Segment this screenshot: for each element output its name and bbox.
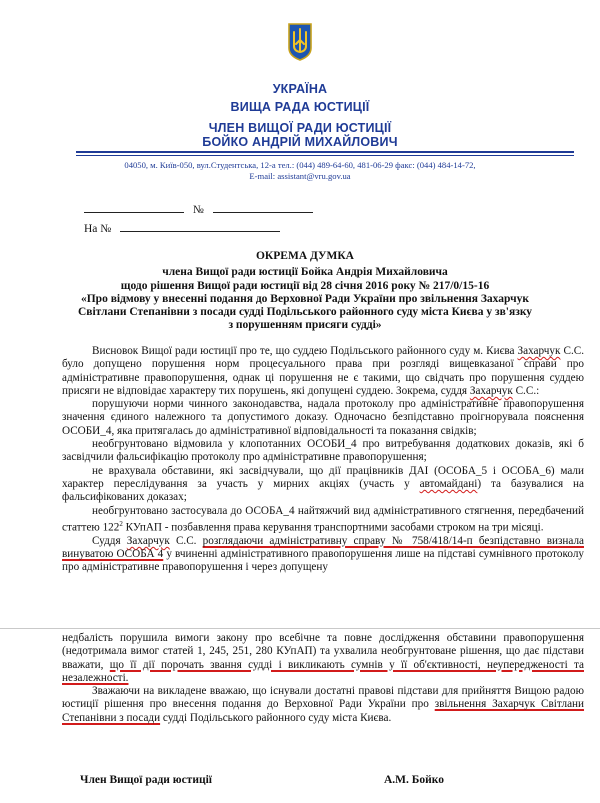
reference-blank <box>120 221 280 232</box>
paragraph-violation-2: необгрунтовано відмовила у клопотанних ОСОБИ_4 про витребування додаткових доказів, які б засвідчили фальсифікацію протоколу про адміністративне правопорушення; <box>62 438 584 464</box>
signature-name: А.М. Бойко <box>384 774 444 786</box>
paragraph-conclusion: Висновок Вищої ради юстиції про те, що суддею Подільського районного суду м. Києва Захарчук С.С. було допущено порушення норм процесуального права при розгляді вищевказаної справи про адміністративне правопорушення, однак ці порушення не є такими, що свідчать про порушення суддею присяги не відповідає характеру тих порушень, які допущені суддею. Зокрема, суддя Захарчук С.С.: <box>62 345 584 397</box>
member-name: БОЙКО АНДРІЙ МИХАЙЛОВИЧ <box>202 135 398 149</box>
number-sign: № <box>192 204 204 216</box>
title-line-1: члена Вищої ради юстиції Бойка Андрія Михайловича <box>162 266 448 279</box>
opinion-heading: ОКРЕМА ДУМКА <box>255 250 354 262</box>
trident-emblem-icon <box>287 22 313 62</box>
reference-label: На № <box>84 223 112 235</box>
signature-role: Член Вищої ради юстиції <box>80 774 212 786</box>
automaidan-mark: автомайдані <box>419 477 478 490</box>
address-line: 04050, м. Київ-050, вул.Студентська, 12-а тел.: (044) 489-64-60, 481-06-29 факс: (044) 484-14-72, <box>124 160 476 170</box>
paragraph-violation-4: необгрунтовано застосувала до ОСОБА_4 найтяжчий вид адміністративного стягнення, передбачений статтею $122^2$ КУпАП - позбавлення права керування транспортними засобами строком на три місяці. <box>62 504 584 534</box>
title-line-3: «Про відмову у внесенні подання до Верховної Ради України про звільнення Захарчук <box>80 292 530 305</box>
title-line-4: Світлани Степанівни з посади судді Подільського районного суду міста Києва у зв'язку <box>77 306 533 319</box>
surname-mark: Захарчук <box>517 345 561 357</box>
paragraph-case: Суддя Захарчук С.С. розглядаючи адміністративну справу № 758/418/14-п безпідставно визнала винуватою ОСОБА 4 у вчиненні адміністративного правопорушення лише на підставі сумнівного протоколу про адміністративне правопорушення і через допущену <box>62 534 584 574</box>
date-blank <box>84 202 184 213</box>
country-heading: УКРАЇНА <box>272 82 328 96</box>
opinion-body-upper <box>62 345 584 575</box>
opinion-title <box>60 250 550 333</box>
surname-mark: Захарчук <box>126 534 170 547</box>
email-line: E-mail: assistant@vru.gov.ua <box>249 171 351 181</box>
paragraph-violation-3: не врахувала обставини, які засвідчували, що дії працівників ДАІ (ОСОБА_5 і ОСОБА_6) мали характер переслідування за участь у мирних акціях (участь у автомайдані) та базувалися на фальсифікованих доказах; <box>62 464 584 504</box>
title-line-5: з порушенням присяги судді» <box>228 319 382 332</box>
reference-field-row <box>84 221 280 235</box>
paragraph-final: Зважаючи на викладене вважаю, що існували достатні правові підстави для прийняття Вищою радою юстиції рішення про внесення подання до Верховної Ради України про звільнення Захарчук Світлани Степанівни з посади судді Подільського районного суду міста Києва. <box>62 685 585 724</box>
paragraph-negligence: недбалість порушила вимоги закону про всебічне та повне дослідження обставини правопорушення (недотримала вимог статей 1, 245, 251, 280 КУпАП) та ухвалила необгрунтоване рішення, що дає підстави вважати, що її дії порочать звання судді і викликають сумнів у її об'єктивності, неупередженості та незалежності. <box>62 632 584 684</box>
opinion-body-lower <box>62 632 584 725</box>
highlight-conclusion: що її дії порочать звання судді і викликають сумнів у її об'єктивності, неупередженості та незалежності. <box>62 658 584 684</box>
paragraph-violation-1: порушуючи норми чинного законодавства, надала протоколу про адміністративне правопорушення значення єдиного належного та допустимого доказу. Одночасно безпідставно проігнорувала пояснення ОСОБИ_4, яка притягалась до адміністративної відповідальності та показання свідків; <box>62 398 584 437</box>
header-divider-thin <box>76 155 574 156</box>
number-blank <box>213 202 313 213</box>
header-divider <box>76 151 574 153</box>
highlight-case-number: розглядаючи адміністративну справу № 758/418/14-п безпідставно визнала винуватою ОСОБА 4 <box>62 534 584 561</box>
page-break <box>0 628 600 629</box>
member-title: ЧЛЕН ВИЩОЇ РАДИ ЮСТИЦІЇ <box>208 121 392 135</box>
title-line-2: щодо рішення Вищої ради юстиції від 28 січня 2016 року № 217/0/15-16 <box>120 279 490 292</box>
highlight-dismissal: звільнення Захарчук Світлани Степанівни з посади <box>62 698 585 724</box>
number-field-row <box>84 202 313 216</box>
surname-mark: Захарчук <box>469 384 513 397</box>
council-heading: ВИЩА РАДА ЮСТИЦІЇ <box>230 100 370 114</box>
